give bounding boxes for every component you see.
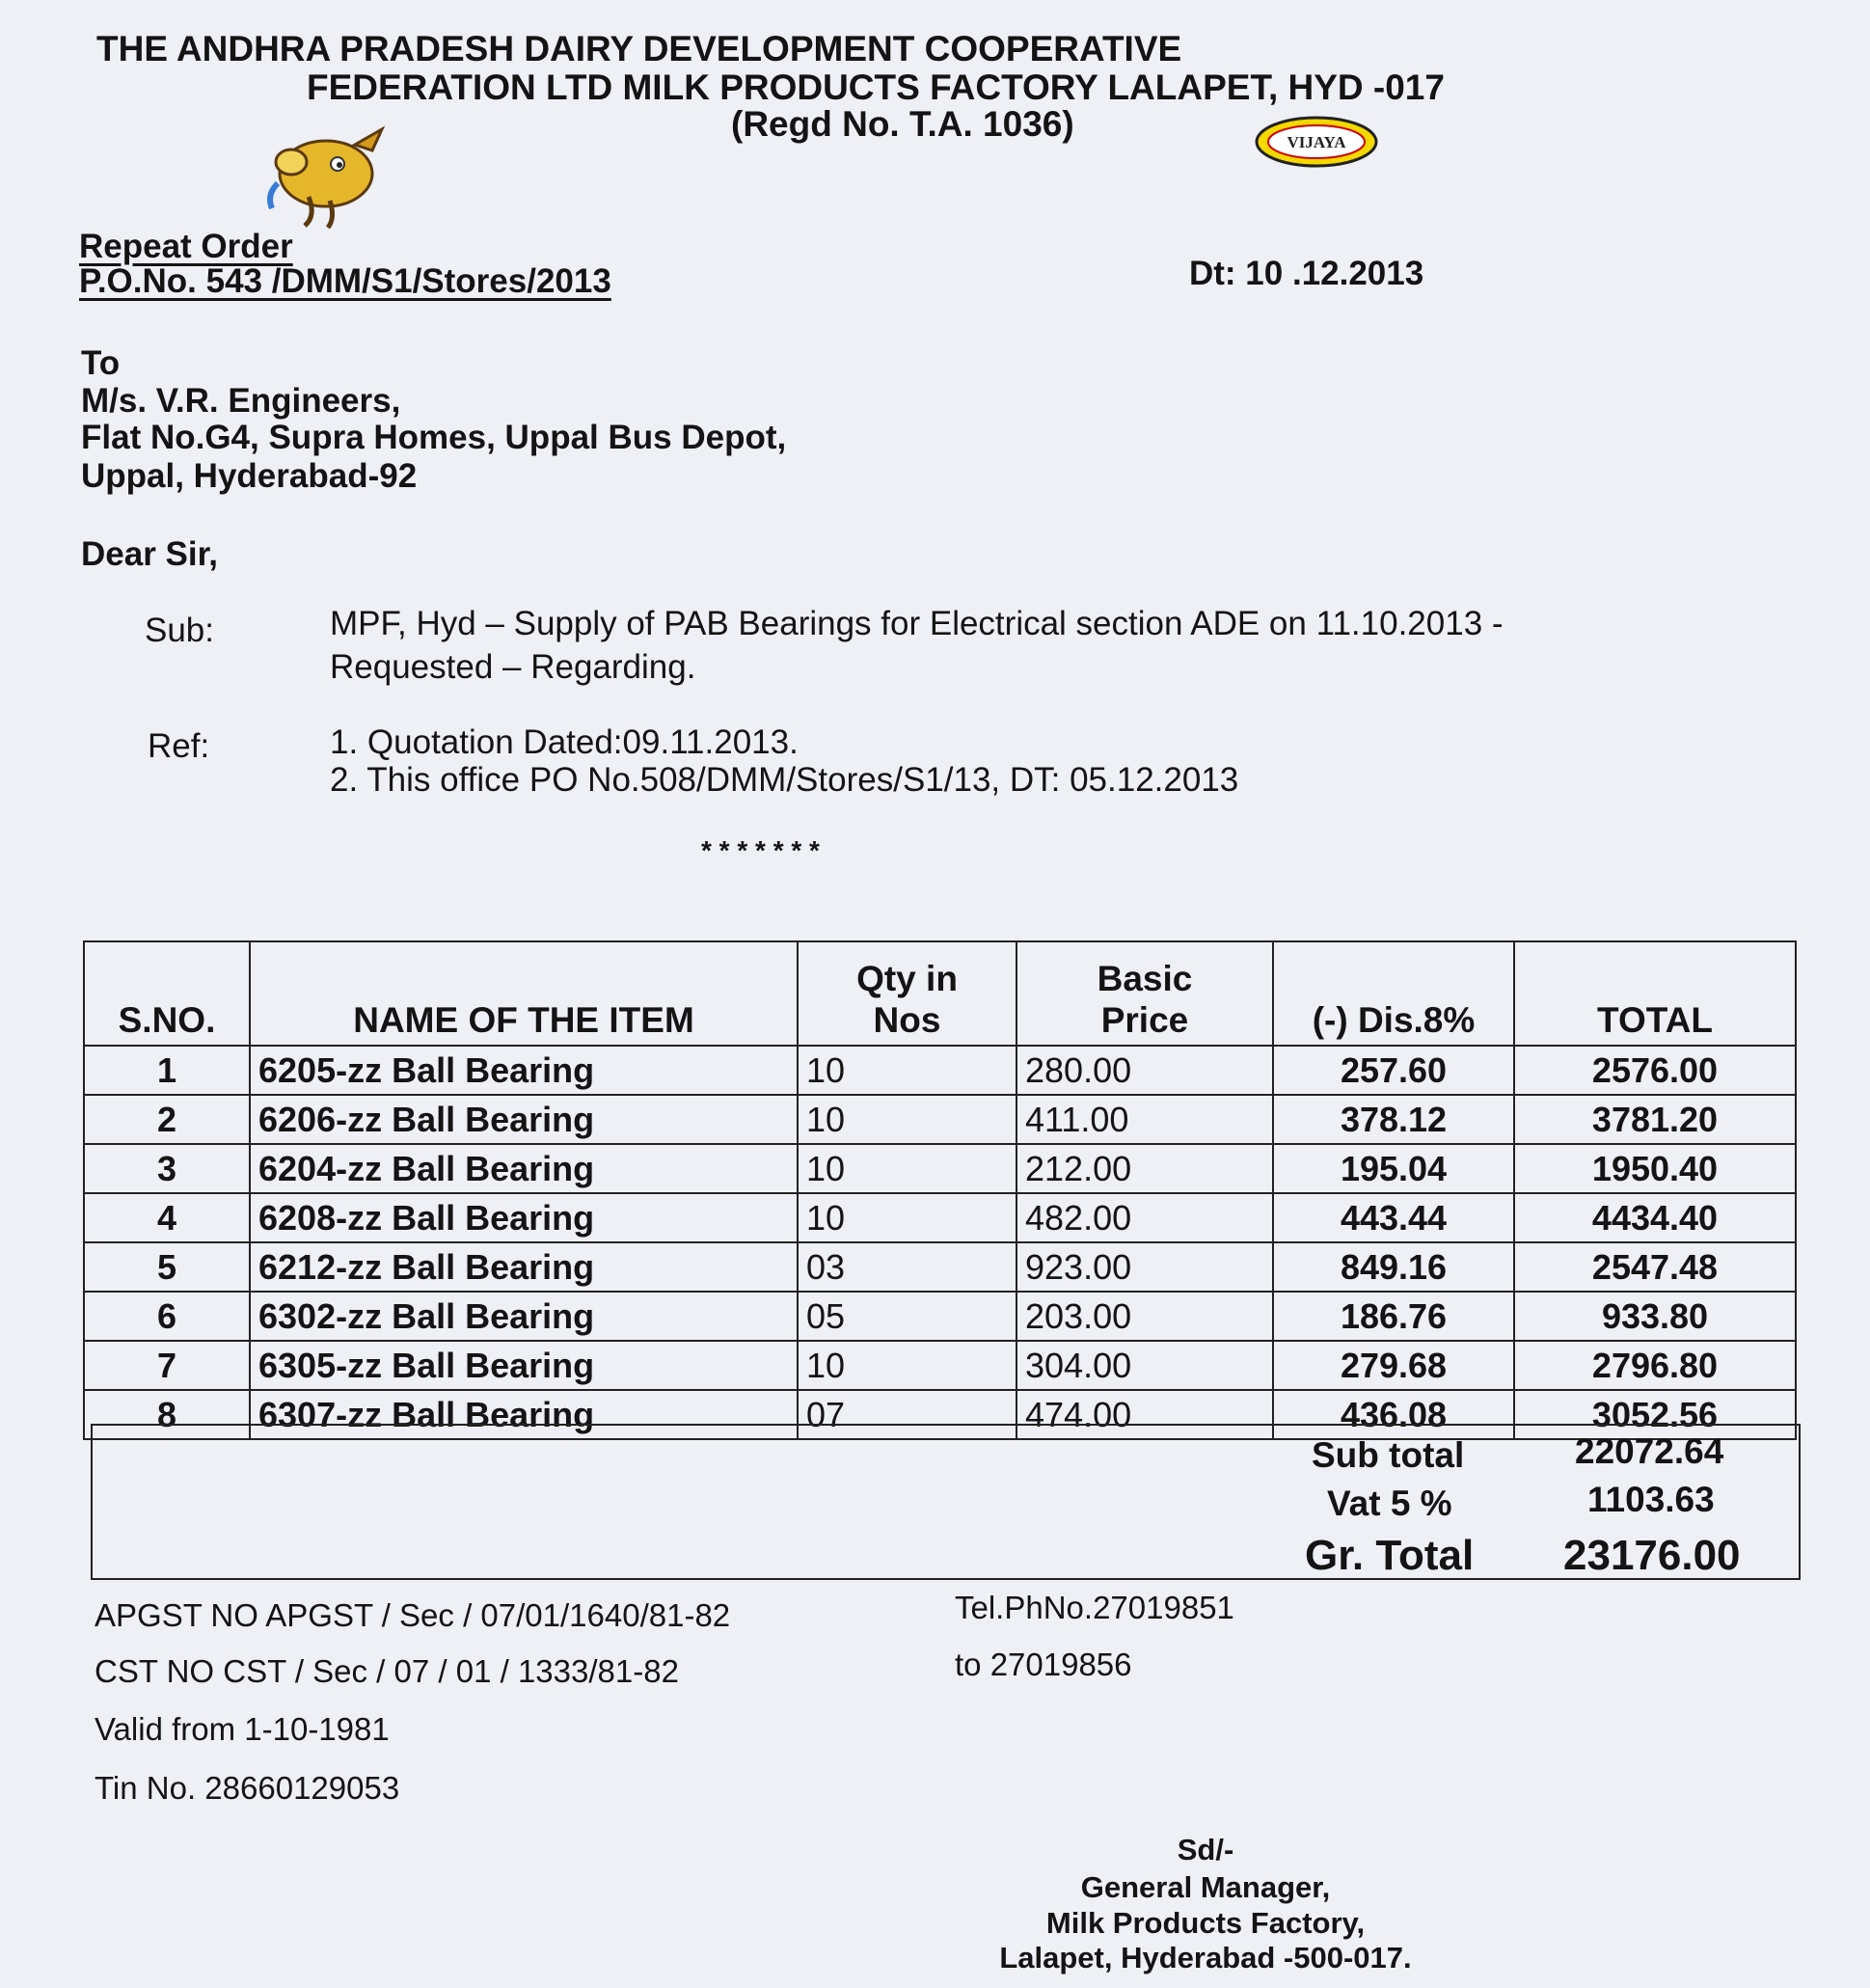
to-label: To [81,344,121,382]
addressee-name: M/s. V.R. Engineers, [81,382,401,420]
addressee-address-line2: Uppal, Hyderabad-92 [81,457,418,495]
po-number: P.O.No. 543 /DMM/S1/Stores/2013 [79,262,611,300]
vat-label: Vat 5 % [1327,1484,1452,1523]
regd-number: (Regd No. T.A. 1036) [731,104,1074,144]
table-row [84,1095,1796,1144]
cell-sno: 2 [84,1095,250,1144]
cell-discounted: 186.76 [1273,1292,1514,1341]
telephone-line2: to 27019856 [955,1647,1132,1682]
cell-sno: 7 [84,1341,250,1390]
cell-total: 2796.80 [1514,1341,1796,1390]
table-row [84,1046,1796,1095]
header-qty-line1: Qty in [856,959,958,998]
cell-price: 280.00 [1016,1046,1273,1095]
header-sno: S.NO. [84,941,250,1046]
grand-total-value: 23176.00 [1563,1532,1741,1579]
cell-discounted: 849.16 [1273,1242,1514,1292]
cell-total: 2576.00 [1514,1046,1796,1095]
header-item-name: NAME OF THE ITEM [250,941,798,1046]
cell-price: 923.00 [1016,1242,1273,1292]
subject-line2: Requested – Regarding. [330,648,696,686]
cell-item-name: 6307-zz Ball Bearing [250,1390,798,1439]
cell-sno: 3 [84,1144,250,1193]
subtotal-label: Sub total [1312,1435,1465,1475]
cell-price: 212.00 [1016,1144,1273,1193]
cell-item-name: 6212-zz Ball Bearing [250,1242,798,1292]
table-header-row [84,941,1796,1046]
cell-item-name: 6208-zz Ball Bearing [250,1193,798,1242]
cell-qty: 03 [798,1242,1016,1292]
cell-sno: 5 [84,1242,250,1292]
cell-qty: 10 [798,1341,1016,1390]
header-qty [798,941,1016,1046]
cell-qty: 05 [798,1292,1016,1341]
reference-item-2: 2. This office PO No.508/DMM/Stores/S1/13, DT: 05.12.2013 [330,761,1239,799]
org-name-line1: THE ANDHRA PRADESH DAIRY DEVELOPMENT COOPERATIVE [96,29,1182,68]
subject-line1: MPF, Hyd – Supply of PAB Bearings for Electrical section ADE on 11.10.2013 - [330,605,1504,642]
signature-title: General Manager, [1080,1870,1331,1904]
cell-price: 203.00 [1016,1292,1273,1341]
cell-sno: 1 [84,1046,250,1095]
cell-discounted: 195.04 [1273,1144,1514,1193]
table-row [84,1144,1796,1193]
cell-discounted: 257.60 [1273,1046,1514,1095]
cell-discounted: 436.08 [1273,1390,1514,1439]
reference-item-1: 1. Quotation Dated:09.11.2013. [330,723,799,761]
telephone-line1: Tel.PhNo.27019851 [955,1590,1234,1625]
cell-sno: 8 [84,1390,250,1439]
cell-total: 3052.56 [1514,1390,1796,1439]
cell-price: 304.00 [1016,1341,1273,1390]
grand-total-label: Gr. Total [1305,1532,1475,1579]
cell-total: 1950.40 [1514,1144,1796,1193]
items-table [83,940,1797,1440]
table-row [84,1292,1796,1341]
cell-sno: 4 [84,1193,250,1242]
cell-item-name: 6205-zz Ball Bearing [250,1046,798,1095]
order-date: Dt: 10 .12.2013 [1189,255,1424,292]
cst-number: CST NO CST / Sec / 07 / 01 / 1333/81-82 [95,1653,679,1689]
cell-total: 4434.40 [1514,1193,1796,1242]
cell-total: 3781.20 [1514,1095,1796,1144]
valid-from: Valid from 1-10-1981 [95,1711,390,1747]
cell-item-name: 6302-zz Ball Bearing [250,1292,798,1341]
org-name-line2: FEDERATION LTD MILK PRODUCTS FACTORY LALAPET, HYD -017 [307,68,1445,107]
cell-item-name: 6305-zz Ball Bearing [250,1341,798,1390]
cell-total: 933.80 [1514,1292,1796,1341]
cell-sno: 6 [84,1292,250,1341]
cell-qty: 10 [798,1046,1016,1095]
subtotal-value: 22072.64 [1575,1431,1724,1471]
signature-address: Lalapet, Hyderabad -500-017. [999,1941,1412,1974]
cell-price: 474.00 [1016,1390,1273,1439]
cell-item-name: 6206-zz Ball Bearing [250,1095,798,1144]
header-price-line1: Basic [1097,959,1193,998]
vijaya-brand-text: VIJAYA [1287,133,1346,151]
cell-qty: 07 [798,1390,1016,1439]
header-price [1016,941,1273,1046]
cell-qty: 10 [798,1144,1016,1193]
vat-value: 1103.63 [1587,1480,1715,1519]
signature-sd: Sd/- [1177,1833,1234,1866]
totals-box [91,1424,1801,1580]
header-total: TOTAL [1514,941,1796,1046]
vijaya-brand-logo [1254,116,1379,168]
cell-price: 411.00 [1016,1095,1273,1144]
cell-qty: 10 [798,1095,1016,1144]
table-row [84,1242,1796,1292]
tin-number: Tin No. 28660129053 [95,1770,400,1806]
cell-item-name: 6204-zz Ball Bearing [250,1144,798,1193]
order-type: Repeat Order [79,228,293,265]
subject-label: Sub: [145,612,214,649]
reference-label: Ref: [148,727,210,765]
cell-discounted: 378.12 [1273,1095,1514,1144]
addressee-address-line1: Flat No.G4, Supra Homes, Uppal Bus Depot, [81,419,787,456]
header-qty-line2: Nos [873,1000,941,1040]
cell-discounted: 443.44 [1273,1193,1514,1242]
cell-total: 2547.48 [1514,1242,1796,1292]
table-row [84,1193,1796,1242]
cell-price: 482.00 [1016,1193,1273,1242]
header-price-line2: Price [1100,1000,1189,1040]
cell-qty: 10 [798,1193,1016,1242]
separator-stars: * * * * * * * [701,835,820,865]
table-row [84,1341,1796,1390]
signature-department: Milk Products Factory, [1045,1906,1366,1940]
apgst-number: APGST NO APGST / Sec / 07/01/1640/81-82 [95,1597,731,1633]
header-discount: (-) Dis.8% [1273,941,1514,1046]
salutation: Dear Sir, [81,535,219,573]
vijaya-cow-logo-icon [258,123,393,231]
cell-discounted: 279.68 [1273,1341,1514,1390]
